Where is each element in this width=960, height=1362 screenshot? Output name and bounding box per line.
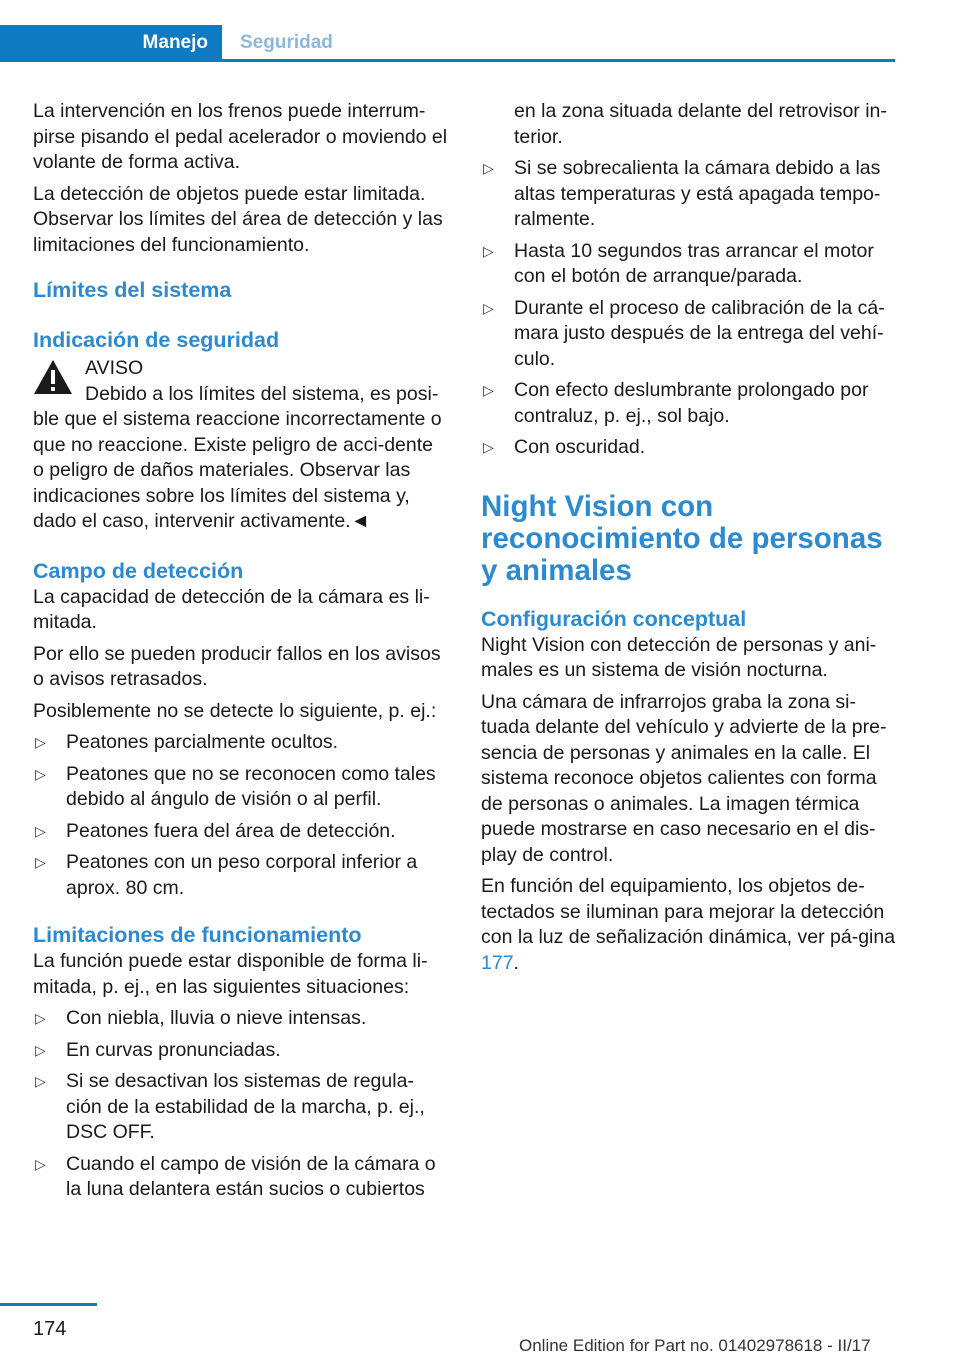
- list-item: ▷ Peatones parcialmente ocultos.: [33, 730, 449, 756]
- limitations-list-continued: [481, 156, 897, 461]
- edition-note: Online Edition for Part no. 01402978618 - II/17: [519, 1336, 871, 1355]
- page-number: 174: [33, 1318, 67, 1340]
- paragraph: Night Vision con detección de personas y ani-males es un sistema de visión nocturna.: [481, 633, 877, 681]
- warning-text: [33, 382, 449, 535]
- list-item: ▷ Con efecto deslumbrante prolongado por contraluz, p. ej., sol bajo.: [481, 378, 897, 429]
- heading-detection-field: Campo de detección: [33, 558, 244, 583]
- list-item: ▷ Con oscuridad.: [481, 435, 897, 461]
- paragraph: Por ello se pueden producir fallos en los avisos o avisos retrasados.: [33, 642, 441, 690]
- paragraph: La intervención en los frenos puede interrum-pirse pisando el pedal acelerador o moviendo el volante de forma activa.: [33, 100, 448, 173]
- limitations-list: [33, 1006, 449, 1203]
- tab-manejo[interactable]: [0, 25, 222, 62]
- paragraph: La capacidad de detección de la cámara es li-mitada.: [33, 585, 430, 633]
- detection-list: [33, 730, 449, 901]
- right-column: [481, 99, 897, 982]
- list-item: ▷ Si se sobrecalienta la cámara debido a las altas temperaturas y está apagada tempo-ralmente.: [481, 156, 897, 233]
- list-item: ▷ Cuando el campo de visión de la cámara o la luna delantera están sucios o cubiertos: [33, 1152, 449, 1203]
- page-header: [0, 25, 895, 62]
- list-item: ▷ Durante el proceso de calibración de la cá-mara justo después de la entrega del vehí-culo.: [481, 296, 897, 373]
- heading-limitations: Limitaciones de funcionamiento: [33, 923, 362, 947]
- heading-safety-notice: Indicación de seguridad: [33, 328, 280, 352]
- paragraph: La detección de objetos puede estar limitada. Observar los límites del área de detección y las limitaciones del funcionamiento.: [33, 182, 443, 256]
- tab-seguridad[interactable]: Seguridad: [240, 32, 333, 53]
- warning-block: [33, 356, 449, 382]
- paragraph: Posiblemente no se detecte lo siguiente, p. ej.:: [33, 699, 437, 722]
- paragraph-text: En función del equipamiento, los objetos de-tectados se iluminan para mejorar la detección con la luz de señalización dinámica, ver pá-gina: [481, 875, 896, 948]
- tab-manejo-label: Manejo: [142, 32, 208, 53]
- list-item: ▷ Peatones fuera del área de detección.: [33, 819, 449, 845]
- list-item: ▷ Con niebla, lluvia o nieve intensas.: [33, 1006, 449, 1032]
- footer-divider: [0, 1303, 97, 1306]
- list-item: ▷ Hasta 10 segundos tras arrancar el motor con el botón de arranque/parada.: [481, 239, 897, 290]
- warning-title: AVISO: [85, 357, 144, 379]
- paragraph: La función puede estar disponible de forma li-mitada, p. ej., en las siguientes situaciones:: [33, 950, 428, 998]
- page-link[interactable]: 177: [481, 951, 514, 974]
- paragraph-end: .: [513, 951, 519, 974]
- header-divider: [0, 59, 895, 62]
- left-column: [33, 99, 449, 1209]
- list-item: ▷ Peatones que no se reconocen como tales debido al ángulo de visión o al perfil.: [33, 762, 449, 813]
- paragraph: [481, 874, 897, 976]
- heading-concept: Configuración conceptual: [481, 606, 747, 631]
- heading-night-vision: Night Vision con reconocimiento de personas y animales: [481, 489, 883, 587]
- heading-system-limits: Límites del sistema: [33, 278, 232, 302]
- list-item: ▷ Peatones con un peso corporal inferior a aprox. 80 cm.: [33, 850, 449, 901]
- list-item: ▷ En curvas pronunciadas.: [33, 1038, 449, 1064]
- list-item: ▷ Si se desactivan los sistemas de regula-ción de la estabilidad de la marcha, p. ej., DSC OFF.: [33, 1069, 449, 1146]
- list-continuation: en la zona situada delante del retrovisor in-terior.: [514, 100, 887, 148]
- warning-triangle-icon: [33, 359, 73, 395]
- warning-text-body: Debido a los límites del sistema, es posi-ble que el sistema reaccione incorrectamente o que no reaccione. Existe peligro de acci-dente o peligro de daños materiales. Observar las indicaciones sobre los límites del sistema y, dado el caso, intervenir activamente.◄: [33, 382, 442, 532]
- paragraph: Una cámara de infrarrojos graba la zona si-tuada delante del vehículo y advierte de la pre-sencia de personas y animales en la calle. El sistema reconoce objetos calientes con forma de personas o animales. La imagen térmica puede mostrarse en caso necesario en el dis-play de control.: [481, 690, 887, 866]
